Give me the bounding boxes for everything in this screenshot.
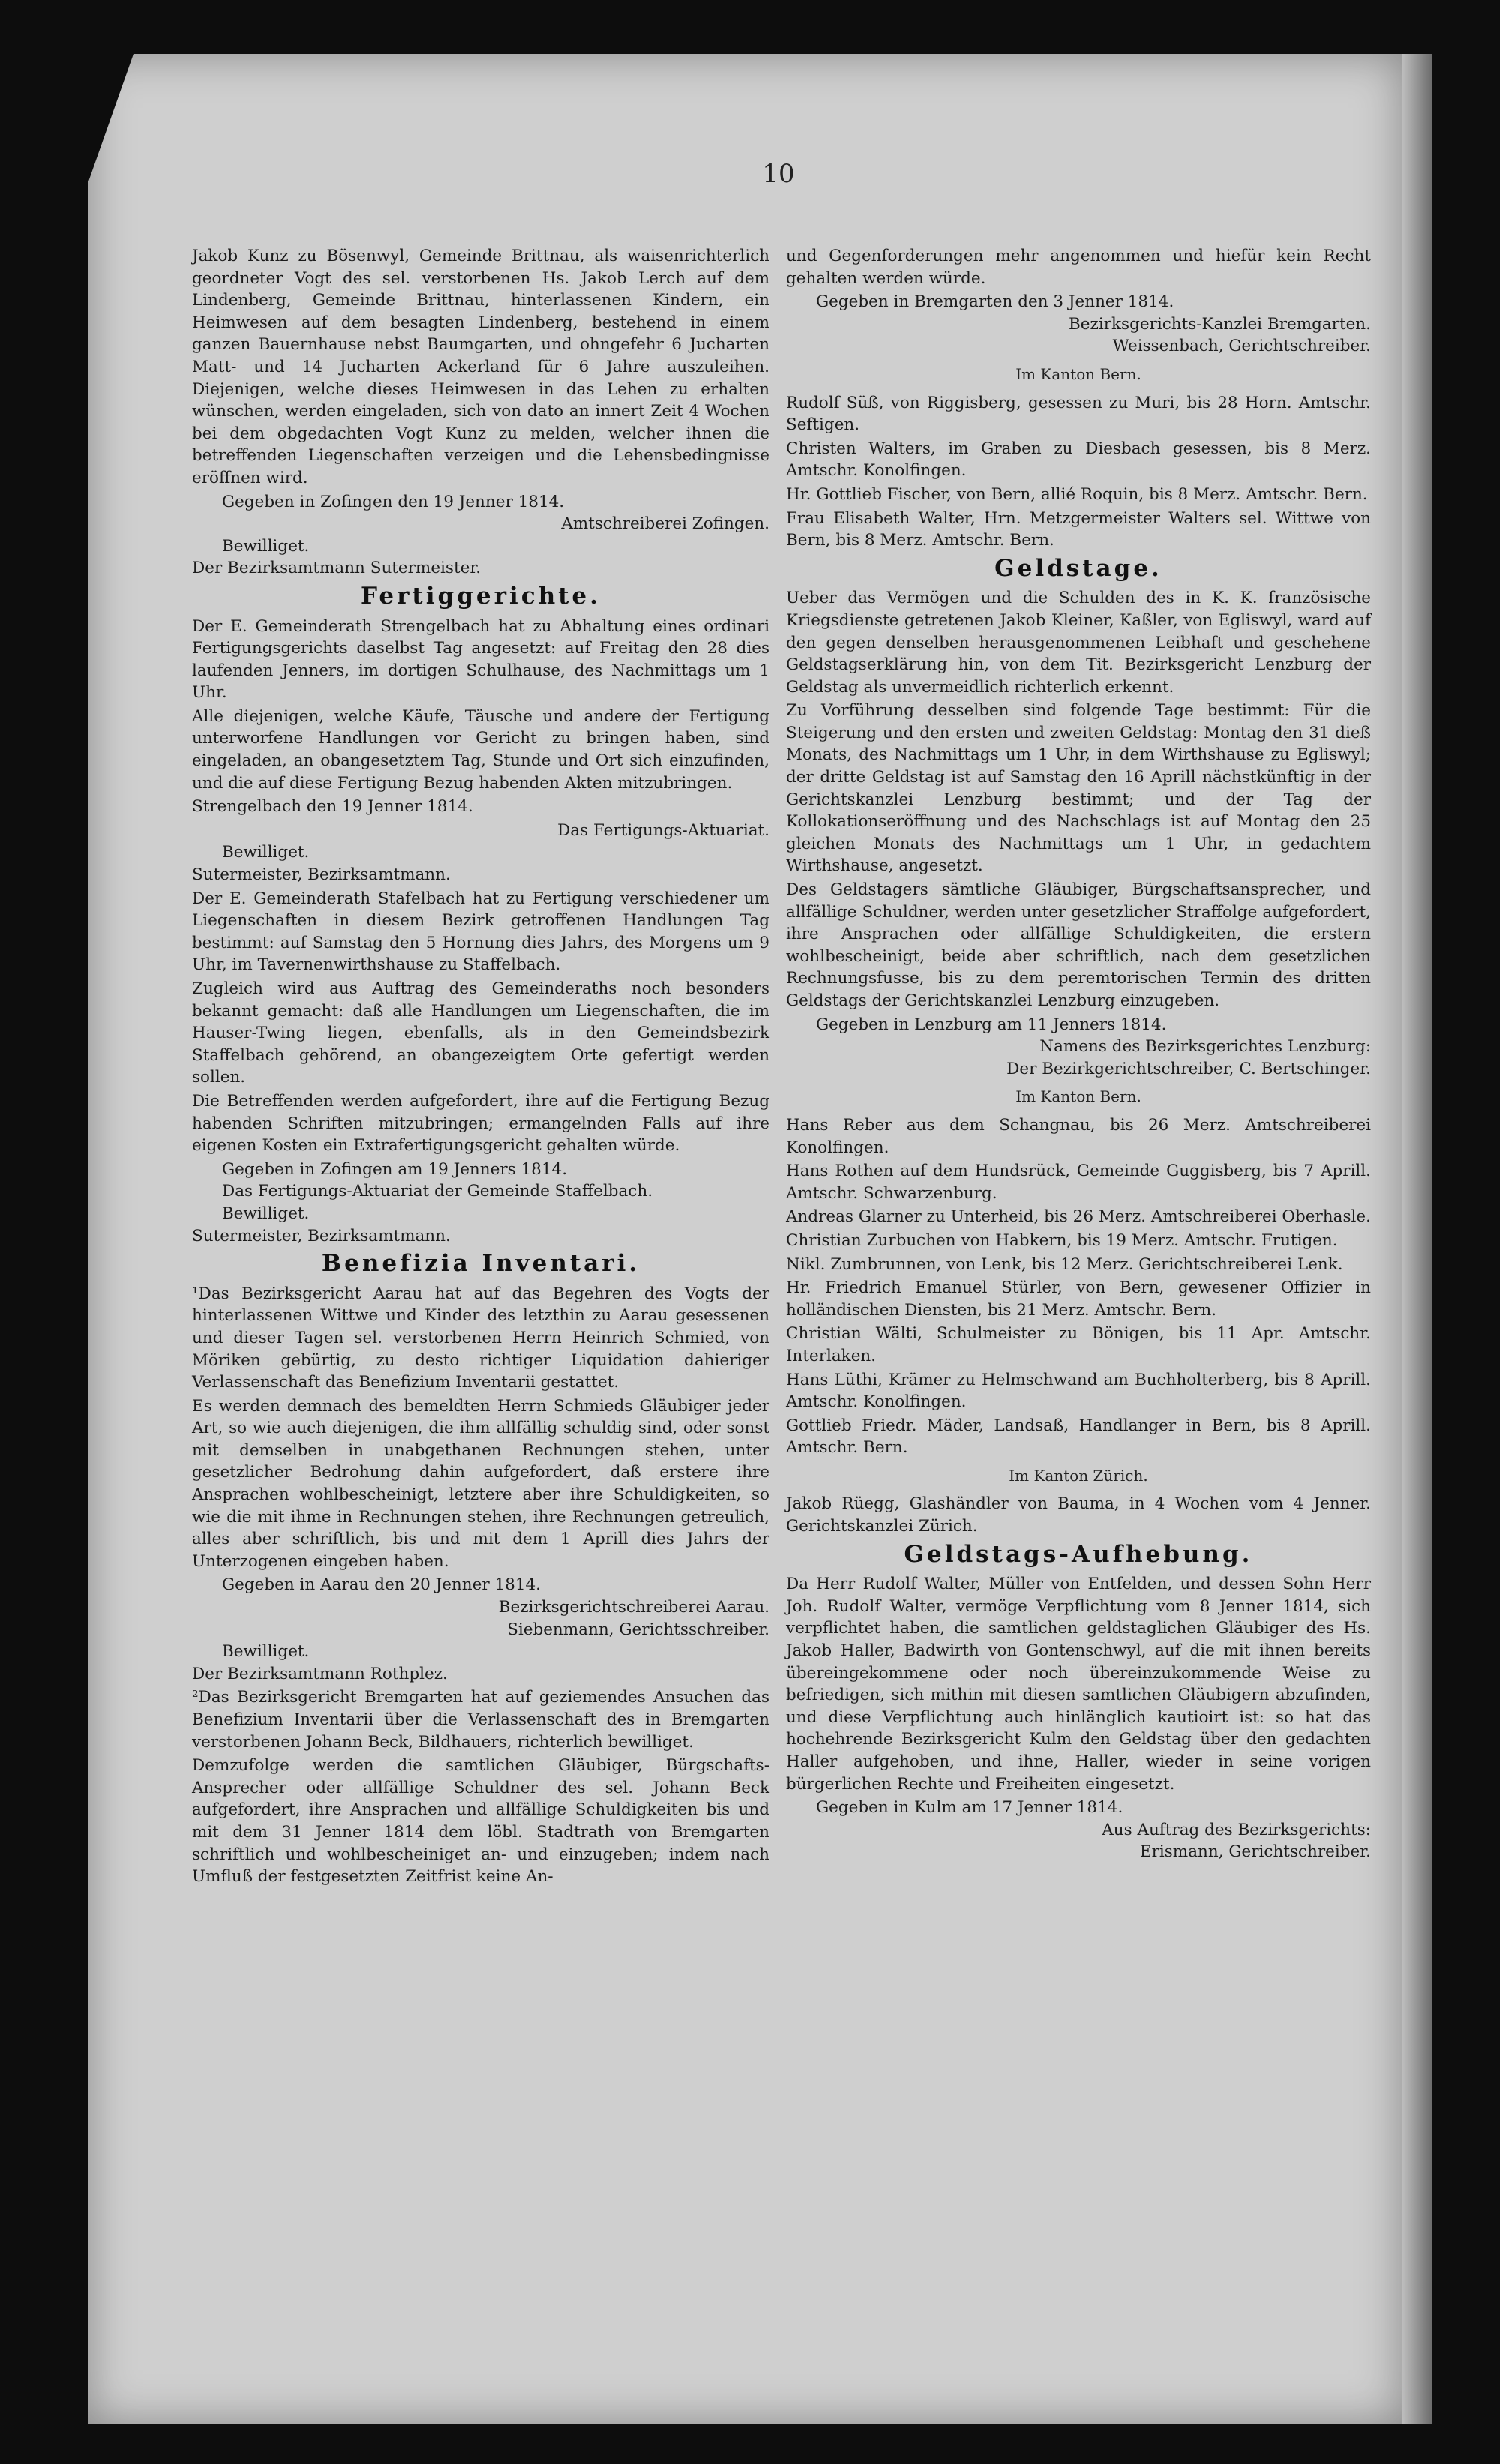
list-item: Christian Zurbuchen von Habkern, bis 19 Merz. Amtschr. Frutigen. <box>786 1231 1338 1250</box>
notice-signature: Bezirksgerichtschreiberei Aarau. <box>498 1598 770 1617</box>
left-column <box>192 245 770 1890</box>
list-item: Jakob Rüegg, Glashändler von Bauma, in 4 Wochen vom 4 Jenner. Gerichtskanzlei Zürich. <box>786 1494 1371 1536</box>
notice-signature: Aus Auftrag des Bezirksgerichts: <box>1102 1820 1371 1839</box>
list-item: Hr. Gottlieb Fischer, von Bern, allié Roquin, bis 8 Merz. Amtschr. Bern. <box>786 484 1368 504</box>
list-item: Nikl. Zumbrunnen, von Lenk, bis 12 Merz. Gerichtschreiberei Lenk. <box>786 1254 1343 1274</box>
paragraph: Es werden demnach des bemeldten Herrn Schmieds Gläubiger jeder Art, so wie auch diejenigen, die ihm allfällig schuldig sind, oder sonst mit demselben in unabgethanen Rechnungen stehen, unter gesetzlicher Bedrohung dahin aufgefordert, daß erstere ihre Ansprachen wohlbescheinigt, letztere aber ihre Schuldigkeiten, so wie die mit ihme in Rechnungen stehen, ihre Rechnungen getreulich, alles aber schriftlich, bis und mit dem 1 Aprill dies Jahrs der Unterzogenen eingeben haben. <box>192 1396 770 1571</box>
list-item: Hans Rothen auf dem Hundsrück, Gemeinde Guggisberg, bis 7 Aprill. Amtschr. Schwarzenburg. <box>786 1162 1371 1203</box>
notice-signature: Das Fertigungs-Aktuariat. <box>556 820 770 840</box>
paragraph: Alle diejenigen, welche Käufe, Täusche und andere der Fertigung unterworfene Handlungen vor Gericht zu bringen haben, sind eingeladen, an obangesetztem Tag, Stunde und Ort sich einzufinden, und die auf diese Fertigung Bezug habenden Akten mitzubringen. <box>192 706 770 793</box>
approval: Bewilliget. <box>222 536 310 556</box>
official: Der Bezirksamtmann Sutermeister. <box>192 559 482 578</box>
notice-signature: Weissenbach, Gerichtschreiber. <box>1112 337 1371 356</box>
list-item: Hans Lüthi, Krämer zu Helmschwand am Buchholterberg, bis 8 Aprill. Amtschr. Konolfingen. <box>786 1370 1371 1412</box>
notice-lehen: Jakob Kunz zu Bösenwyl, Gemeinde Brittnau, als waisenrichterlich geordneter Vogt des sel. verstorbenen Hs. Jakob Lerch auf dem Lindenberg, Gemeinde Brittnau, hinterlassenen Kindern, ein Heimwesen auf dem besagten Lindenberg, bestehend in einem ganzen Bauernhause nebst Baumgarten, und ohngefehr 6 Jucharten Matt- und 14 Jucharten Ackerland für 6 Jahre auszuleihen. Diejenigen, welche dieses Heimwesen in das Lehen zu erhalten wünschen, werden eingeladen, sich von dato an innert Zeit 4 Wochen bei dem obgedachten Vogt Kunz zu melden, welcher ihnen die betreffenden Liegenschaften verzeigen und die Lehensbedingnisse eröffnen wird. <box>192 247 770 487</box>
section-heading-fertiggerichte: Fertiggerichte. <box>361 582 601 610</box>
notice-signature: Der Bezirkgerichtschreiber, C. Bertschinger. <box>1006 1059 1371 1078</box>
paragraph: Die Betreffenden werden aufgefordert, ihre auf die Fertigung Bezug habenden Schriften mitzubringen; ermangelnden Falls auf ihre eigenen Kosten ein Extrafertigungsgericht gehalten würde. <box>192 1091 770 1156</box>
bern-list-1 <box>786 392 1371 552</box>
notice-date: Gegeben in Zofingen am 19 Jenners 1814. <box>222 1159 568 1179</box>
notice-signature: Namens des Bezirksgerichtes Lenzburg: <box>1040 1037 1371 1057</box>
notice-date: Gegeben in Lenzburg am 11 Jenners 1814. <box>816 1015 1167 1034</box>
list-item: Christian Wälti, Schulmeister zu Bönigen, bis 11 Apr. Amtschr. Interlaken. <box>786 1324 1371 1365</box>
official: Der Bezirksamtmann Rothplez. <box>192 1664 448 1683</box>
notice-date: Strengelbach den 19 Jenner 1814. <box>192 797 473 817</box>
list-item: Hr. Friedrich Emanuel Stürler, von Bern, gewesener Offizier in holländischen Diensten, bis 21 Merz. Amtschr. Bern. <box>786 1278 1371 1320</box>
paragraph: und Gegenforderungen mehr angenommen und hiefür kein Recht gehalten werden würde. <box>786 247 1371 288</box>
paragraph: Zugleich wird aus Auftrag des Gemeinderaths noch besonders bekannt gemacht: daß alle Handlungen um Liegenschaften, die im Hauser-Twing liegen, ebenfalls, als in den Gemeindsbezirk Staffelbach gehörend, an obangezeigtem Orte gefertigt werden sollen. <box>192 979 770 1087</box>
subheading-kanton-bern: Im Kanton Bern. <box>1016 1087 1142 1106</box>
paragraph: ²Das Bezirksgericht Bremgarten hat auf geziemendes Ansuchen das Benefizium Inventarii über die Verlassenschaft des in Bremgarten verstorbenen Johann Beck, Bildhauers, richterlich bewilliget. <box>192 1688 770 1752</box>
paragraph: Zu Vorführung desselben sind folgende Tage bestimmt: Für die Steigerung und den ersten und zweiten Geldstag: Montag den 31 dieß Monats, des Nachmittags um 1 Uhr, in dem Wirthshause zu Egliswyl; der dritte Geldstag ist auf Samstag den 16 Aprill nächstkünftig in der Gerichtskanzlei Lenzburg bestimmt; und der Tag der Kollokationseröffnung und des Nachschlags ist auf Montag den 25 gleichen Monats des Nachmittags um 1 Uhr, in gedachtem Wirthshause, angesetzt. <box>786 701 1371 876</box>
approval: Bewilliget. <box>222 1642 310 1662</box>
list-item: Gottlieb Friedr. Mäder, Landsaß, Handlanger in Bern, bis 8 Aprill. Amtschr. Bern. <box>786 1416 1371 1458</box>
notice-date: Gegeben in Bremgarten den 3 Jenner 1814. <box>816 292 1174 312</box>
list-item: Hans Reber aus dem Schangnau, bis 26 Merz. Amtschreiberei Konolfingen. <box>786 1115 1371 1157</box>
section-heading-geldstage: Geldstage. <box>994 554 1162 582</box>
notice-date: Gegeben in Aarau den 20 Jenner 1814. <box>222 1575 542 1595</box>
subheading-kanton-zurich: Im Kanton Zürich. <box>1009 1466 1148 1485</box>
paragraph: Ueber das Vermögen und die Schulden des in K. K. französische Kriegsdienste getretenen Jakob Kleiner, Kaßler, von Egliswyl, ward auf den gegen denselben herausgenommenen Leibhaft und geschehene Geldstagserklärung hin, von dem Tit. Bezirksgericht Lenzburg der Geldstag als unvermeidlich richterlich erkennt. <box>786 589 1371 697</box>
notice-date: Gegeben in Zofingen den 19 Jenner 1814. <box>222 492 565 511</box>
official: Sutermeister, Bezirksamtmann. <box>192 1226 451 1245</box>
paragraph: Demzufolge werden die samtlichen Gläubiger, Bürgschafts-Ansprecher oder allfällige Schuldner des sel. Johann Beck aufgefordert, ihre Ansprachen und allfällige Schuldigkeiten bis und mit dem 31 Jenner 1814 dem löbl. Stadtrath von Bremgarten schriftlich und wohlbescheiniget an- und einzugeben; indem nach Umfluß der festgesetzten Zeitfrist keine An- <box>192 1756 770 1887</box>
notice-signature: Amtschreiberei Zofingen. <box>561 514 770 534</box>
notice-signature: Erismann, Gerichtschreiber. <box>1139 1842 1371 1862</box>
paragraph: ¹Das Bezirksgericht Aarau hat auf das Begehren des Vogts der hinterlassenen Wittwe und Kinder des letzthin zu Aarau gesessenen und dieser Tagen sel. verstorbenen Herrn Heinrich Schmied, von Möriken gebürtig, zu desto richtiger Liquidation dahieriger Verlassenschaft das Benefizium Inventarii gestattet. <box>192 1284 770 1392</box>
page-number: 10 <box>762 159 795 189</box>
subheading-kanton-bern: Im Kanton Bern. <box>1016 364 1142 383</box>
paragraph: Des Geldstagers sämtliche Gläubiger, Bürgschaftsansprecher, und allfällige Schuldner, werden unter gesetzlicher Straffolge aufgefordert, ihre Ansprachen oder allfällige Schuldigkeiten, die erstern wohlbescheinigt, beide aber schriftlich, nach dem gesetzlichen Rechnungsfusse, bis zu dem peremtorischen Termin des dritten Geldstags der Gerichtskanzlei Lenzburg einzugeben. <box>786 880 1371 1010</box>
paragraph: Der E. Gemeinderath Strengelbach hat zu Abhaltung eines ordinari Fertigungsgerichts daselbst Tag angesetzt: auf Freitag den 28 dies laufenden Jenners, im dortigen Schulhause, des Nachmittags um 1 Uhr. <box>192 616 770 703</box>
approval: Bewilliget. <box>222 843 310 862</box>
official: Sutermeister, Bezirksamtmann. <box>192 865 451 885</box>
notice-signature: Siebenmann, Gerichtsschreiber. <box>507 1620 770 1639</box>
newspaper-page <box>88 54 1402 2424</box>
paragraph: Der E. Gemeinderath Stafelbach hat zu Fertigung verschiedener um Liegenschaften in diesem Bezirk getroffenen Handlungen Tag bestimmt: auf Samstag den 5 Hornung dies Jahrs, des Morgens um 9 Uhr, im Tavernenwirthshause zu Staffelbach. <box>192 889 770 975</box>
list-item: Rudolf Süß, von Riggisberg, gesessen zu Muri, bis 28 Horn. Amtschr. Seftigen. <box>786 393 1371 435</box>
right-column <box>786 245 1371 1863</box>
approval: Bewilliget. <box>222 1204 310 1223</box>
section-heading-benefizia: Benefizia Inventari. <box>321 1250 640 1278</box>
list-item: Frau Elisabeth Walter, Hrn. Metzgermeister Walters sel. Wittwe von Bern, bis 8 Merz. Amtschr. Bern. <box>786 508 1371 550</box>
notice-signature: Das Fertigungs-Aktuariat der Gemeinde Staffelbach. <box>222 1182 653 1201</box>
notice-signature: Bezirksgerichts-Kanzlei Bremgarten. <box>1069 314 1371 334</box>
folded-corner <box>88 54 134 181</box>
paragraph: Da Herr Rudolf Walter, Müller von Entfelden, und dessen Sohn Herr Joh. Rudolf Walter, vermöge Verpflichtung vom 8 Jenner 1814, sich verpflichtet haben, die samtlichen geldstaglichen Gläubiger des Hs. Jakob Haller, Badwirth von Gontenschwyl, auf die mit ihnen bereits übereingekommene oder noch übereinzukommende Weise zu befriedigen, sich mithin mit diesen samtlichen Gläubigern abzufinden, und diese Verpflichtung auch hinlänglich kautioirt ist: so hat das hochehrende Bezirksgericht Kulm den Geldstag über den gedachten Haller aufgehoben, und ihne, Haller, wieder in seine vorigen bürgerlichen Rechte und Freiheiten eingesetzt. <box>786 1575 1371 1794</box>
list-item: Christen Walters, im Graben zu Diesbach gesessen, bis 8 Merz. Amtschr. Konolfingen. <box>786 439 1371 481</box>
section-heading-geldstags-aufhebung: Geldstags-Aufhebung. <box>904 1540 1253 1568</box>
notice-date: Gegeben in Kulm am 17 Jenner 1814. <box>816 1798 1124 1818</box>
list-item: Andreas Glarner zu Unterheid, bis 26 Merz. Amtschreiberei Oberhasle. <box>786 1207 1371 1227</box>
bern-list-2 <box>786 1114 1371 1459</box>
